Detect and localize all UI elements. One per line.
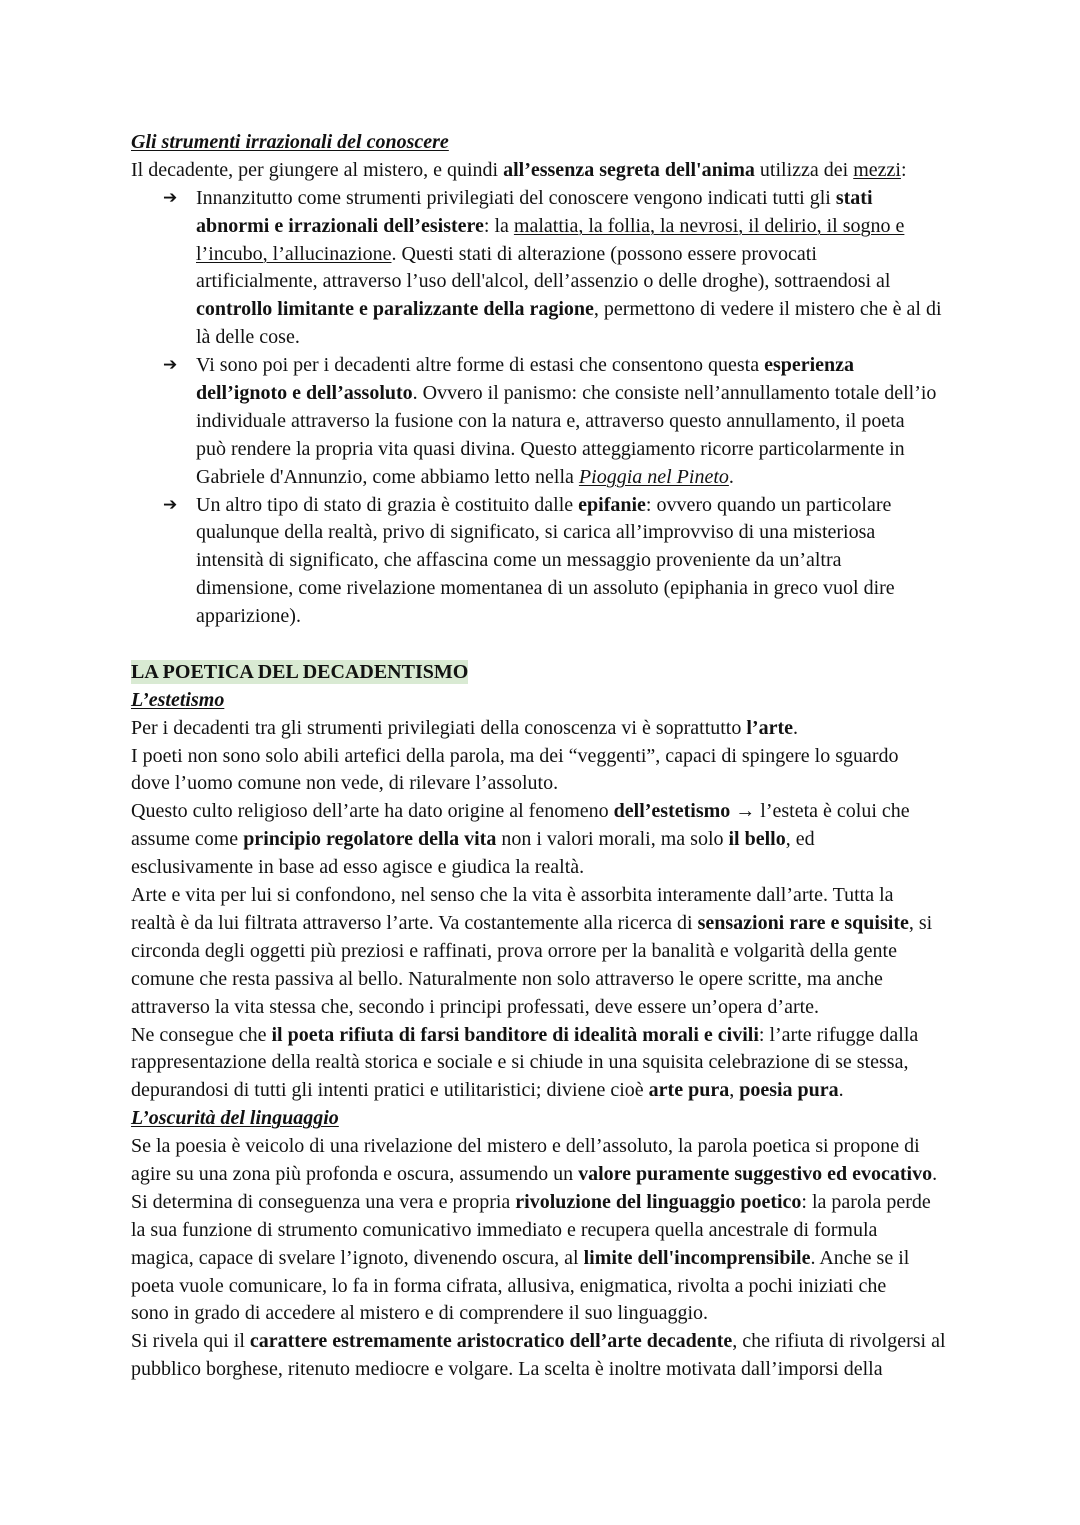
- text: . Questi stati di alterazione (possono essere provocati: [391, 242, 817, 265]
- text: agire su una zona più profonda e oscura, assumendo un: [131, 1162, 579, 1185]
- text-line: [196, 185, 1011, 213]
- list-item: [131, 185, 1011, 352]
- text-line: [131, 994, 1011, 1022]
- text: Se la poesia è veicolo di una rivelazione del mistero e dell’assoluto, la parola poetica si propone di: [131, 1135, 920, 1158]
- paragraph: [131, 743, 1011, 799]
- list-item-text: [196, 492, 1011, 631]
- text: .: [793, 716, 799, 739]
- text-line: [131, 882, 1011, 910]
- text: , permettono di vedere il mistero che è al di: [593, 298, 942, 321]
- list-item-text: [196, 185, 1011, 352]
- text: ,: [729, 1079, 740, 1102]
- text: .: [838, 1079, 844, 1102]
- text: Vi sono poi per i decadenti altre forme di estasi che consentono questa: [196, 354, 765, 377]
- bold-term: limite dell'incomprensibile: [583, 1246, 811, 1269]
- text-line: [131, 157, 1011, 185]
- text: :: [900, 158, 907, 181]
- text-line: [196, 603, 1011, 631]
- text: realtà è da lui filtrata attraverso l’arte. Va costantemente alla ricerca di: [131, 911, 698, 934]
- text: .: [932, 1162, 938, 1185]
- text-line: [131, 659, 1011, 687]
- text: I poeti non sono solo abili artefici della parola, ma dei “veggenti”, capaci di spingere lo sguardo: [131, 744, 899, 767]
- text-line: [131, 1273, 1011, 1301]
- text-line: [131, 1217, 1011, 1245]
- text: .: [728, 465, 734, 488]
- text: sono in grado di accedere al mistero e di comprendere il suo linguaggio.: [131, 1302, 709, 1325]
- text: esclusivamente in base ad esso agisce e giudica la realtà.: [131, 856, 585, 879]
- text-line: [131, 1356, 1011, 1384]
- paragraph: [131, 882, 1011, 1021]
- document-content: [131, 129, 1011, 1384]
- bold-term: sensazioni rare e squisite: [697, 911, 909, 934]
- text: : la parola perde: [801, 1190, 931, 1213]
- text: apparizione).: [196, 605, 301, 628]
- text-line: [131, 1133, 1011, 1161]
- text: attraverso la vita stessa che, secondo i principi professati, deve essere un’opera d’arte.: [131, 995, 820, 1018]
- text: utilizza dei: [754, 158, 854, 181]
- text-line: [131, 798, 1011, 826]
- text: rappresentazione della realtà storica e sociale e si chiude in una squisita celebrazione di se stessa,: [131, 1051, 909, 1074]
- text: magica, capace di svelare l’ignoto, divenendo oscura, al: [131, 1246, 584, 1269]
- bold-term: controllo limitante e paralizzante della ragione: [196, 298, 594, 321]
- text-line: [131, 687, 1011, 715]
- text: Questo culto religioso dell’arte ha dato origine al fenomeno: [131, 800, 614, 823]
- text-line: [196, 296, 1011, 324]
- text-line: [131, 826, 1011, 854]
- text-line: [131, 1300, 1011, 1328]
- text-line: [131, 910, 1011, 938]
- text-line: [131, 1105, 1011, 1133]
- text-line: [196, 268, 1011, 296]
- text: la sua funzione di strumento comunicativo immediato e recupera quella ancestrale di formula: [131, 1218, 878, 1241]
- bold-term: all’essenza segreta dell'anima: [503, 158, 755, 181]
- text: , ed: [785, 828, 815, 851]
- text: comune che resta passiva al bello. Naturalmente non solo attraverso le opere scritte, ma anche: [131, 967, 883, 990]
- text-line: [131, 1328, 1011, 1356]
- text: Un altro tipo di stato di grazia è costituito dalle: [196, 493, 579, 516]
- text: artificialmente, attraverso l’uso dell'alcol, dell’assenzio o delle droghe), sottraendosi al: [196, 270, 891, 293]
- underlined-term: mezzi: [853, 158, 901, 181]
- text-line: [196, 324, 1011, 352]
- text: Gabriele d'Annunzio, come abbiamo letto nella: [196, 465, 579, 488]
- arrow-bullet-icon: ➔: [163, 187, 178, 208]
- text-line: [131, 966, 1011, 994]
- text-line: [131, 1161, 1011, 1189]
- underlined-term: malattia, la follia, la nevrosi, il delirio, il sogno e: [513, 214, 905, 237]
- text: individuale attraverso la fusione con la natura e, attraverso questo annullamento, il poeta: [196, 409, 905, 432]
- text-line: [131, 938, 1011, 966]
- paragraph: [131, 1328, 1011, 1384]
- bold-term: rivoluzione del linguaggio poetico: [515, 1190, 802, 1213]
- text-line: [196, 352, 1011, 380]
- text: può rendere la propria vita quasi divina. Questo atteggiamento ricorre particolarmente in: [196, 437, 905, 460]
- bold-term: il bello: [728, 828, 786, 851]
- text: : ovvero quando un particolare: [645, 493, 892, 516]
- text: non i valori morali, ma solo: [496, 828, 729, 851]
- section-subheading: L’estetismo: [131, 688, 225, 711]
- text-line: [196, 436, 1011, 464]
- text-line: [131, 854, 1011, 882]
- text-line: [196, 380, 1011, 408]
- text: → l’esteta è colui che: [730, 800, 910, 823]
- text-line: [131, 770, 1011, 798]
- bold-term: poesia pura: [739, 1079, 839, 1102]
- text: : la: [483, 214, 514, 237]
- text: : l’arte rifugge dalla: [758, 1023, 919, 1046]
- bold-term: esperienza: [764, 354, 855, 377]
- text: , si: [908, 911, 933, 934]
- text: circonda degli oggetti più preziosi e raffinati, prova orrore per la banalità e volgarità della gente: [131, 939, 897, 962]
- bold-term: stati: [835, 186, 873, 209]
- text-line: [196, 492, 1011, 520]
- text-line: [196, 519, 1011, 547]
- text: , che rifiuta di rivolgersi al: [732, 1330, 946, 1353]
- text: depurandosi di tutti gli intenti pratici e utilitaristici; diviene cioè: [131, 1079, 649, 1102]
- bold-term: carattere estremamente aristocratico dell’arte decadente: [249, 1330, 733, 1353]
- paragraph: [131, 798, 1011, 882]
- work-title: Pioggia nel Pineto: [578, 465, 729, 488]
- bold-term: dell’estetismo: [613, 800, 731, 823]
- bold-term: valore puramente suggestivo ed evocativo: [578, 1162, 933, 1185]
- text-line: [131, 1022, 1011, 1050]
- bold-term: il poeta rifiuta di farsi banditore di idealità morali e civili: [271, 1023, 759, 1046]
- bold-term: epifanie: [578, 493, 646, 516]
- text: pubblico borghese, ritenuto mediocre e volgare. La scelta è inoltre motivata dall’imporsi della: [131, 1358, 883, 1381]
- text-line: [131, 1189, 1011, 1217]
- paragraph: [131, 1189, 1011, 1328]
- text: intensità di significato, che affascina come un messaggio proveniente da un’altra: [196, 549, 842, 572]
- arrow-bullet-icon: ➔: [163, 355, 178, 376]
- spacer: [131, 631, 1011, 659]
- bold-term: arte pura: [648, 1079, 730, 1102]
- text: qualunque della realtà, privo di significato, si carica all’improvviso di una misteriosa: [196, 521, 876, 544]
- list-item-text: [196, 352, 1011, 491]
- text-line: [131, 715, 1011, 743]
- bold-term: l’arte: [746, 716, 794, 739]
- text-line: [131, 129, 1011, 157]
- text: assume come: [131, 828, 244, 851]
- text-line: [131, 1049, 1011, 1077]
- text: . Ovvero il panismo: che consiste nell’annullamento totale dell’io: [412, 382, 937, 405]
- bold-term: principio regolatore della vita: [243, 828, 497, 851]
- text-line: [196, 575, 1011, 603]
- text-line: [131, 1077, 1011, 1105]
- text: dimensione, come rivelazione momentanea di un assoluto (epiphania in greco vuol dire: [196, 577, 895, 600]
- list-item: [131, 352, 1011, 491]
- list-item: [131, 492, 1011, 631]
- section-subheading: L’oscurità del linguaggio: [131, 1107, 339, 1130]
- text: Si rivela qui il: [131, 1330, 250, 1353]
- text-line: [196, 464, 1011, 492]
- text-line: [131, 743, 1011, 771]
- text: poeta vuole comunicare, lo fa in forma cifrata, allusiva, enigmatica, rivolta a pochi iniziati che: [131, 1274, 887, 1297]
- text: Arte e vita per lui si confondono, nel senso che la vita è assorbita interamente dall’arte. Tutta la: [131, 884, 894, 907]
- text: Innanzitutto come strumenti privilegiati del conoscere vengono indicati tutti gli: [196, 186, 836, 209]
- text-line: [131, 1245, 1011, 1273]
- text: Il decadente, per giungere al mistero, e quindi: [131, 158, 504, 181]
- text-line: [196, 213, 1011, 241]
- paragraph: [131, 715, 1011, 743]
- text: dove l’uomo comune non vede, di rilevare l’assoluto.: [131, 772, 559, 795]
- text: Ne consegue che: [131, 1023, 272, 1046]
- arrow-bullet-icon: ➔: [163, 494, 178, 515]
- paragraph: [131, 1133, 1011, 1189]
- text: là delle cose.: [196, 326, 300, 349]
- text-line: [196, 547, 1011, 575]
- text: Si determina di conseguenza una vera e propria: [131, 1190, 516, 1213]
- text: . Anche se il: [810, 1246, 910, 1269]
- section-heading: LA POETICA DEL DECADENTISMO: [131, 660, 469, 683]
- bold-term: abnormi e irrazionali dell’esistere: [196, 214, 484, 237]
- bold-term: dell’ignoto e dell’assoluto: [196, 382, 413, 405]
- section-subheading: Gli strumenti irrazionali del conoscere: [131, 131, 449, 153]
- underlined-term: l’incubo, l’allucinazione: [196, 242, 392, 265]
- text: Per i decadenti tra gli strumenti privilegiati della conoscenza vi è soprattutto: [131, 716, 747, 739]
- text-line: [196, 241, 1011, 269]
- paragraph: [131, 1022, 1011, 1106]
- text-line: [196, 408, 1011, 436]
